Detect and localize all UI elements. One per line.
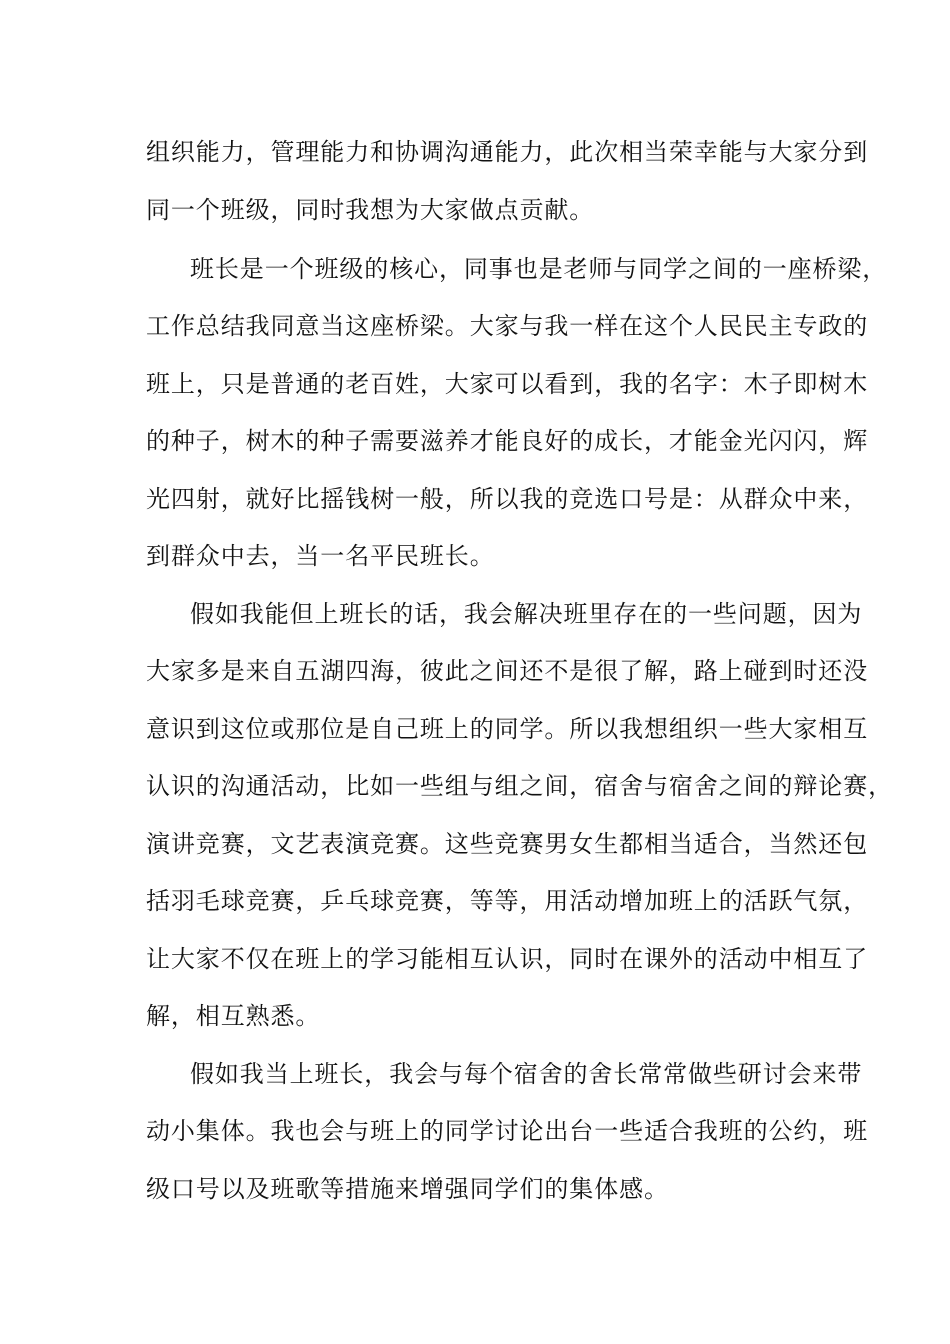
text-line: 工作总结我同意当这座桥梁。大家与我一样在这个人民民主专政的 xyxy=(146,312,869,340)
text-line: 解，相互熟悉。 xyxy=(146,1002,321,1030)
text-line: 演讲竞赛，文艺表演竞赛。这些竞赛男女生都相当适合，当然还包 xyxy=(146,830,869,858)
text-line: 让大家不仅在班上的学习能相互认识，同时在课外的活动中相互了 xyxy=(146,945,869,973)
text-line: 的种子，树木的种子需要滋养才能良好的成长，才能金光闪闪，辉 xyxy=(146,427,869,455)
text-line: 认识的沟通活动，比如一些组与组之间，宿舍与宿舍之间的辩论赛， xyxy=(146,772,893,800)
text-line: 级口号以及班歌等措施来增强同学们的集体感。 xyxy=(146,1175,669,1203)
text-line: 大家多是来自五湖四海，彼此之间还不是很了解，路上碰到时还没 xyxy=(146,657,869,685)
text-line: 班上，只是普通的老百姓，大家可以看到，我的名字：木子即树木 xyxy=(146,370,869,398)
text-line: 动小集体。我也会与班上的同学讨论出台一些适合我班的公约，班 xyxy=(146,1117,869,1145)
paragraph-first-line: 假如我当上班长，我会与每个宿舍的舍长常常做些研讨会来带 xyxy=(190,1060,863,1088)
text-line: 光四射，就好比摇钱树一般，所以我的竞选口号是：从群众中来， xyxy=(146,485,869,513)
paragraph-first-line: 假如我能但上班长的话，我会解决班里存在的一些问题，因为 xyxy=(190,600,863,628)
paragraph-first-line: 班长是一个班级的核心，同事也是老师与同学之间的一座桥梁， xyxy=(190,255,888,283)
text-line: 括羽毛球竞赛，乒乓球竞赛，等等，用活动增加班上的活跃气氛， xyxy=(146,887,869,915)
text-line: 组织能力，管理能力和协调沟通能力，此次相当荣幸能与大家分到 xyxy=(146,138,869,166)
text-line: 同一个班级，同时我想为大家做点贡献。 xyxy=(146,196,595,224)
text-line: 到群众中去，当一名平民班长。 xyxy=(146,542,495,570)
text-line: 意识到这位或那位是自己班上的同学。所以我想组织一些大家相互 xyxy=(146,715,869,743)
